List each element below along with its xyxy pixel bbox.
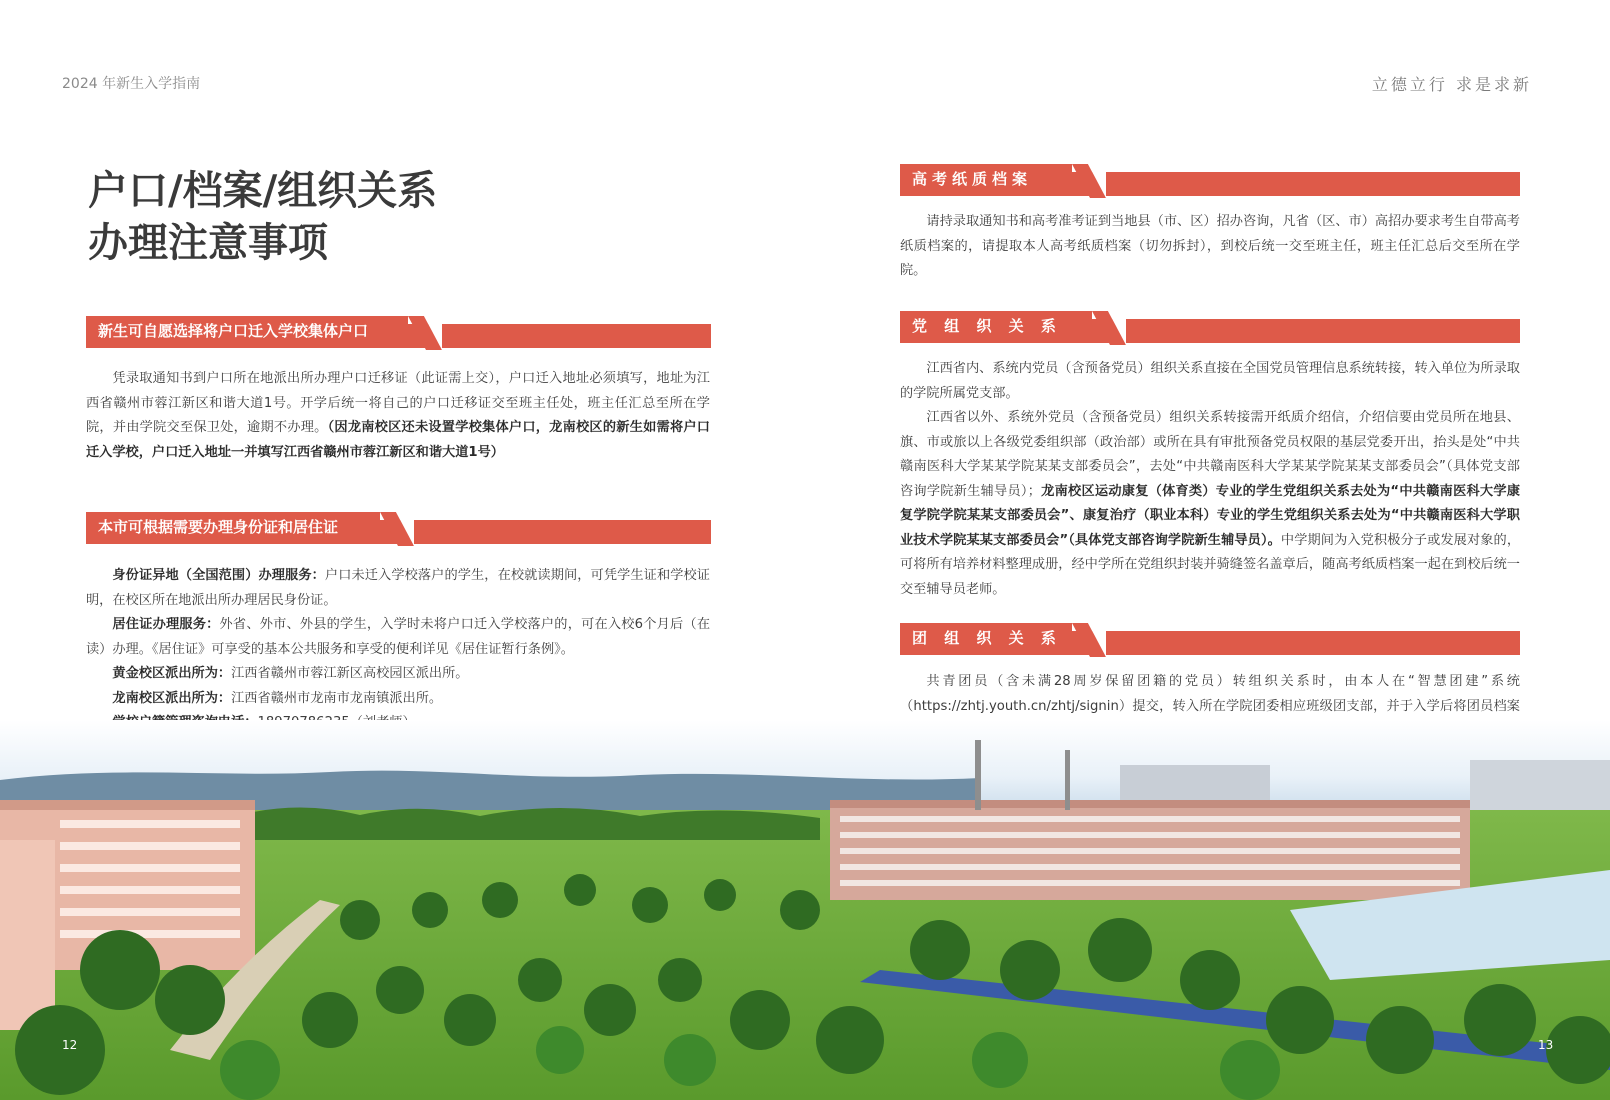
section-body-id-card <box>86 564 710 736</box>
section-notch <box>380 512 414 546</box>
list-item: 黄金校区派出所为：江西省赣州市蓉江新区高校园区派出所。 <box>112 666 469 681</box>
title-line-1: 户口/档案/组织关系 <box>88 167 438 214</box>
title-line-2: 办理注意事项 <box>88 219 328 266</box>
page-number-right: 13 <box>1538 1038 1554 1052</box>
running-head: 2024 年新生入学指南 <box>62 76 201 92</box>
section-header-party <box>900 311 1520 345</box>
section-heading: 新生可自愿选择将户口迁入学校集体户口 <box>86 316 408 346</box>
section-header-hukou <box>86 316 711 350</box>
campus-photo <box>0 720 1610 1100</box>
section-body-league: 共青团员（含未满28周岁保留团籍的党员）转组织关系时，由本人在“智慧团建”系统（https://zhtj.youth.cn/zhtj/signin）提交，转入所在学院团委相应班级团支部，并于入学后将团员档案 <box>900 674 1520 714</box>
page-title <box>88 165 437 269</box>
section-body-party: 江西省内、系统内党员（含预备党员）组织关系直接在全国党员管理信息系统转接，转入单位为所录取的学院所属党支部。 江西省以外、系统外党员（含预备党员）组织关系转接需开纸质介绍信，介绍信要由党员所在地县、旗、市或旅以上各级党委组织部（政治部）或所在具有审批预备党员权限的基层党委开出，抬头是处“中共赣南医科大学某某学院某某支部委员会”，去处“中共赣南医科大学某某学院某某支部委员会”（具体党支部咨询学院新生辅导员）；龙南校区运动康复（体育类）专业的学生党组织关系去处为“中共赣南医科大学康复学院学院某某支部委员会”、康复治疗（职业本科）专业的学生党组织关系去处为“中共赣南医科大学职业技术学院某某支部委员会”（具体党支部咨询学院新生辅导员）。中学期间为入党积极分子或发展对象的，可将所有培养材料整理成册，经中学所在党组织封装并骑缝签名盖章后，随高考纸质档案一起在到校后统一交至辅导员老师。 <box>900 361 1521 597</box>
section-heading: 高考纸质档案 <box>900 164 1072 194</box>
section-heading: 团 组 织 关 系 <box>900 623 1072 653</box>
section-header-league <box>900 623 1520 657</box>
list-item: 身份证异地（全国范围）办理服务：户口未迁入学校落户的学生，在校就读期间，可凭学生证和学校证明，在校区所在地派出所办理居民身份证。 <box>86 568 710 608</box>
school-motto: 立德立行 求是求新 <box>1371 75 1532 94</box>
section-notch <box>1072 623 1106 657</box>
list-item: 龙南校区派出所为：江西省赣州市龙南市龙南镇派出所。 <box>112 690 443 706</box>
section-body-archive: 请持录取通知书和高考准考证到当地县（市、区）招办咨询，凡省（区、市）高招办要求考生自带高考纸质档案的，请提取本人高考纸质档案（切勿拆封），到校后统一交至班主任，班主任汇总后交至所在学院。 <box>900 214 1520 278</box>
section-header-archive <box>900 164 1520 198</box>
section-heading: 本市可根据需要办理身份证和居住证 <box>86 512 380 542</box>
section-notch <box>408 316 442 350</box>
list-item: 居住证办理服务：外省、外市、外县的学生，入学时未将户口迁入学校落户的，可在入校6个月后（在读）办理。《居住证》可享受的基本公共服务和享受的便利详见《居住证暂行条例》。 <box>86 617 711 657</box>
section-notch <box>1072 164 1106 198</box>
section-heading: 党 组 织 关 系 <box>900 311 1092 341</box>
section-body-hukou <box>86 367 710 465</box>
hukou-note: （因龙南校区还未设置学校集体户口，龙南校区的新生如需将户口迁入学校，户口迁入地址一并填写江西省赣州市蓉江新区和谐大道1号） <box>86 420 710 460</box>
hukou-text: 凭录取通知书到户口所在地派出所办理户口迁移证（此证需上交），户口迁入地址必须填写，地址为江西省赣州市蓉江新区和谐大道1号。开学后统一将自己的户口迁移证交至班主任处，班主任汇总至所在学院，并由学院交至保卫处，逾期不办理。 <box>86 371 710 435</box>
page-number-left: 12 <box>62 1038 78 1052</box>
section-header-id-card <box>86 512 711 546</box>
section-notch <box>1092 311 1126 345</box>
